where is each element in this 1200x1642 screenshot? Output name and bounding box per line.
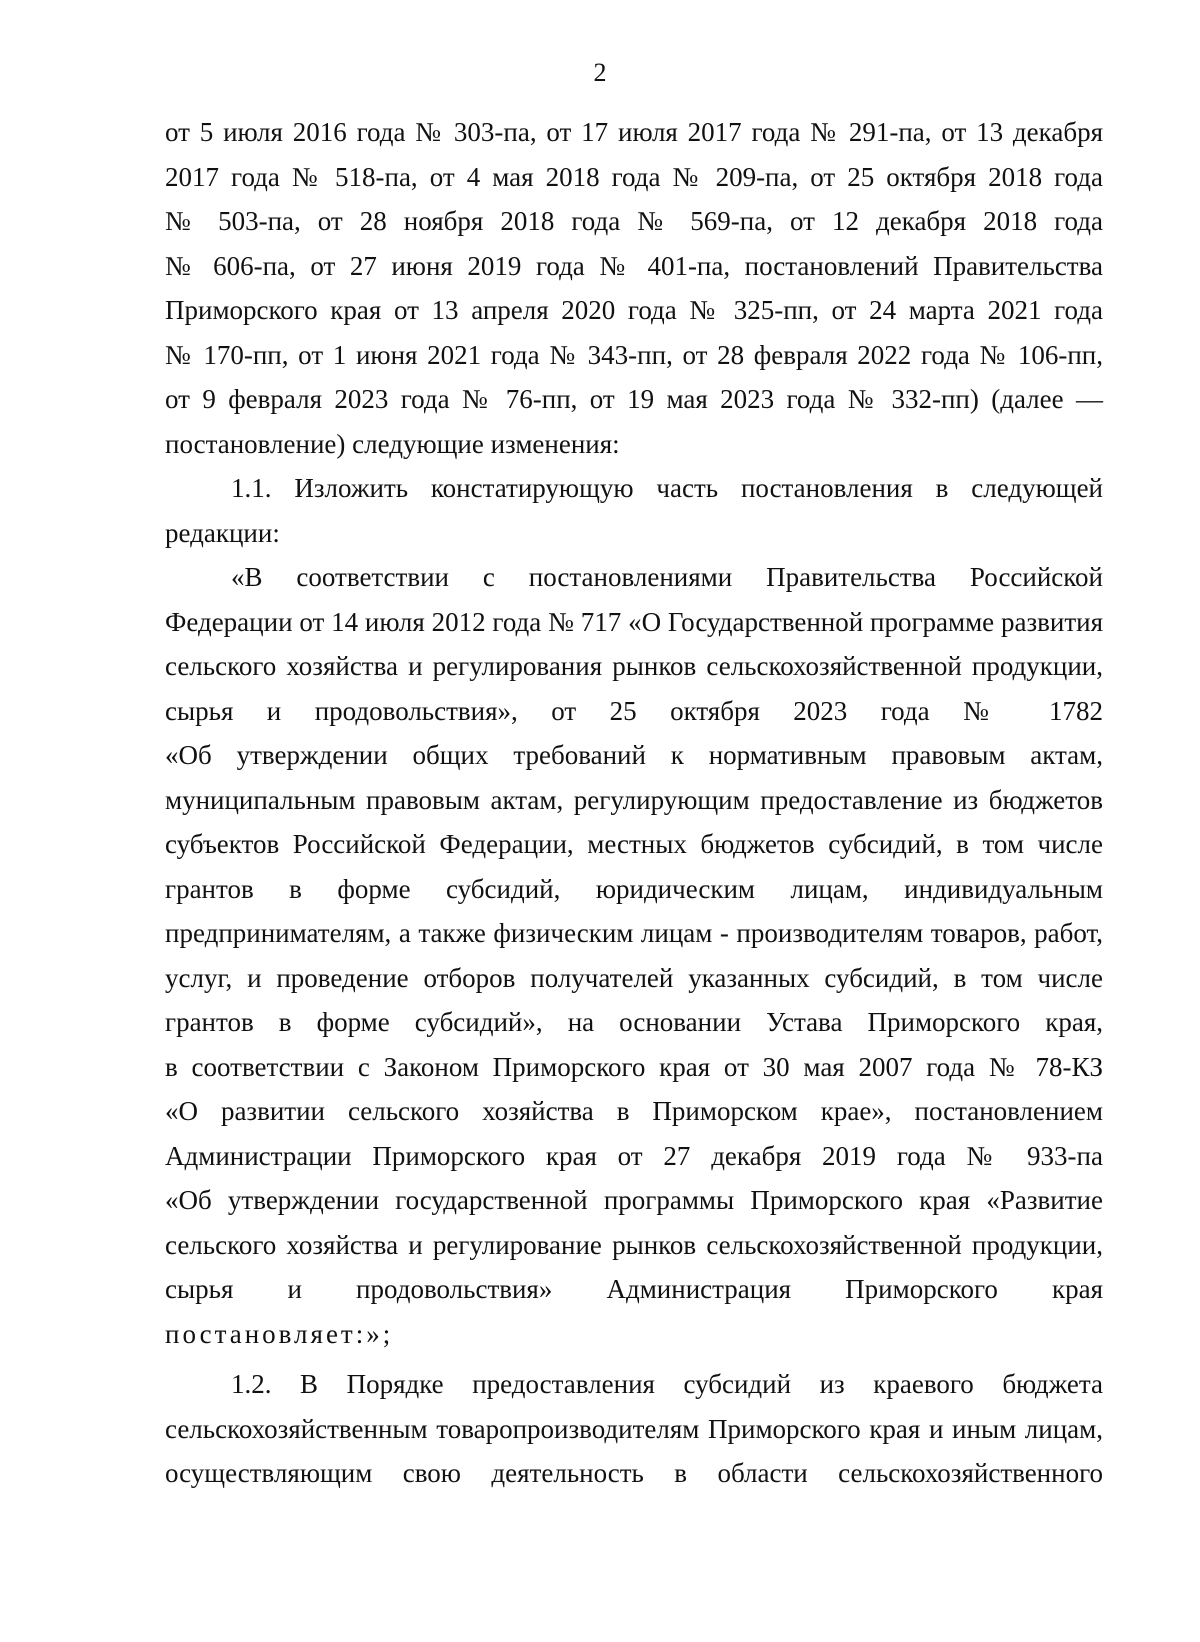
text-line: сырья и продовольствия» Администрация Приморского края (165, 1274, 1103, 1304)
text-line: постановление) следующие изменения: (165, 428, 620, 459)
text-line: «Об утверждении общих требований к нормативным правовым актам, (165, 740, 1103, 770)
text-line: от 9 февраля 2023 года № 76-пп, от 19 мая 2023 года № 332-пп) (далее — (165, 384, 1103, 414)
text-line: 1.2. В Порядке предоставления субсидий из краевого бюджета (231, 1369, 1103, 1399)
text-line: от 5 июля 2016 года № 303-па, от 17 июля 2017 года № 291-па, от 13 декабря (165, 117, 1103, 147)
text-line: «В соответствии с постановлениями Правительства Российской (231, 562, 1103, 592)
text-line: № 503-па, от 28 ноября 2018 года № 569-па, от 12 декабря 2018 года (165, 206, 1103, 236)
document-body (165, 110, 1103, 1496)
page-number: 2 (593, 58, 607, 87)
text-line: 1.1. Изложить констатирующую часть постановления в следующей (231, 473, 1103, 503)
text-line: постановляет:»; (165, 1318, 394, 1349)
text-line: № 170-пп, от 1 июня 2021 года № 343-пп, от 28 февраля 2022 года № 106-пп, (165, 339, 1103, 370)
text-line: «О развитии сельского хозяйства в Приморском крае», постановлением (165, 1096, 1103, 1126)
text-line: редакции: (165, 517, 280, 548)
text-line: услуг, и проведение отборов получателей указанных субсидий, в том числе (165, 962, 1103, 993)
text-line: Приморского края от 13 апреля 2020 года № 325-пп, от 24 марта 2021 года (165, 295, 1103, 325)
text-line: «Об утверждении государственной программы Приморского края «Развитие (165, 1185, 1103, 1215)
text-line: № 606-па, от 27 июня 2019 года № 401-па, постановлений Правительства (165, 250, 1103, 281)
text-line: Администрации Приморского края от 27 декабря 2019 года № 933-па (165, 1140, 1103, 1171)
text-line: сельского хозяйства и регулирование рынков сельскохозяйственной продукции, (165, 1229, 1103, 1260)
text-line: сельскохозяйственным товаропроизводителям Приморского края и иным лицам, (165, 1413, 1103, 1444)
text-line: Федерации от 14 июля 2012 года № 717 «О Государственной программе развития (165, 606, 1103, 637)
text-line: предпринимателям, а также физическим лицам - производителям товаров, работ, (165, 918, 1103, 948)
text-line: 2017 года № 518-па, от 4 мая 2018 года № 209-па, от 25 октября 2018 года (165, 161, 1103, 192)
text-line: в соответствии с Законом Приморского края от 30 мая 2007 года № 78-КЗ (165, 1051, 1103, 1082)
text-line: сырья и продовольствия», от 25 октября 2023 года № 1782 (165, 695, 1103, 726)
text-line: грантов в форме субсидий, юридическим лицам, индивидуальным (165, 873, 1103, 904)
text-line: субъектов Российской Федерации, местных бюджетов субсидий, в том числе (165, 829, 1103, 859)
text-line: муниципальным правовым актам, регулирующим предоставление из бюджетов (165, 784, 1103, 815)
text-line: осуществляющим свою деятельность в области сельскохозяйственного (165, 1458, 1103, 1488)
text-line: грантов в форме субсидий», на основании Устава Приморского края, (165, 1007, 1103, 1037)
text-line: сельского хозяйства и регулирования рынков сельскохозяйственной продукции, (165, 651, 1103, 681)
